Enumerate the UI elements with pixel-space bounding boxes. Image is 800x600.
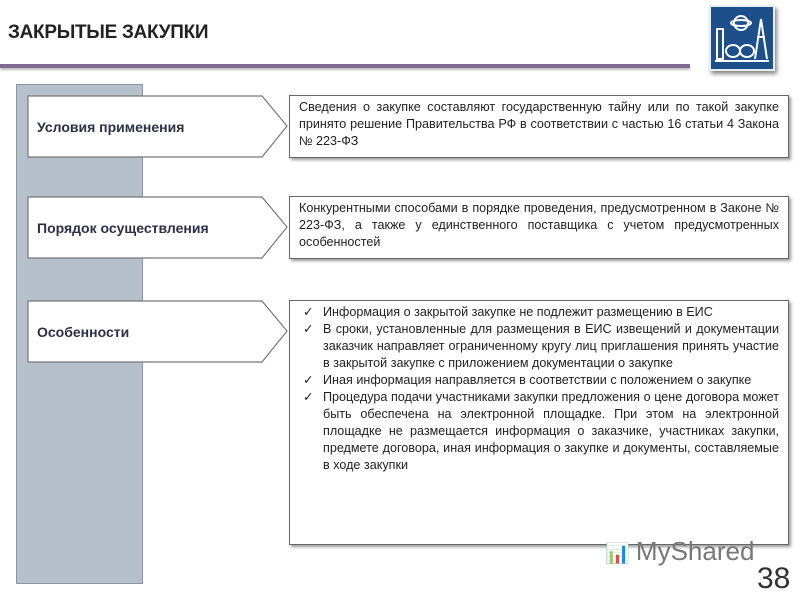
presentation-icon: 📊 bbox=[605, 543, 630, 565]
row-label-conditions: Условия применения bbox=[27, 95, 289, 158]
page-number: 38 bbox=[757, 562, 791, 595]
procedure-text: Конкурентными способами в порядке проведения, предусмотренном в Законе № 223-ФЗ, а также у единственного поставщика с учетом предусмотренных особенностей bbox=[289, 196, 789, 259]
list-item: ✓ Информация о закрытой закупке не подлежит размещению в ЕИС bbox=[323, 304, 779, 321]
title-divider bbox=[0, 64, 690, 68]
row-label-features: Особенности bbox=[27, 300, 289, 363]
row-label-procedure: Порядок осуществления bbox=[27, 196, 289, 259]
conditions-text: Сведения о закупке составляют государственную тайну или по такой закупке принято решение Правительства РФ в соответствии с частью 16 статьи 4 Закона № 223-ФЗ bbox=[289, 95, 789, 158]
page-title: ЗАКРЫТЫЕ ЗАКУПКИ bbox=[8, 22, 209, 43]
list-item: ✓ В сроки, установленные для размещения в ЕИС извещений и документации заказчик направляет ограниченному кругу лиц приглашения принять участие в закрытой закупке с приложением документации о закупке bbox=[323, 321, 779, 372]
energy-logo bbox=[709, 5, 775, 71]
watermark: 📊 MyShared bbox=[605, 536, 755, 566]
list-item: ✓ Процедура подачи участниками закупки предложения о цене договора может быть обеспечена на электронной площадке. При этом на электронной площадке не размещается информация о заказчике, участниках закупки, предмете договора, иная информация о закупке и документы, составляемые в ходе закупки bbox=[323, 389, 779, 474]
list-item: ✓ Иная информация направляется в соответствии с положением о закупке bbox=[323, 372, 779, 389]
features-list-box bbox=[289, 300, 789, 545]
